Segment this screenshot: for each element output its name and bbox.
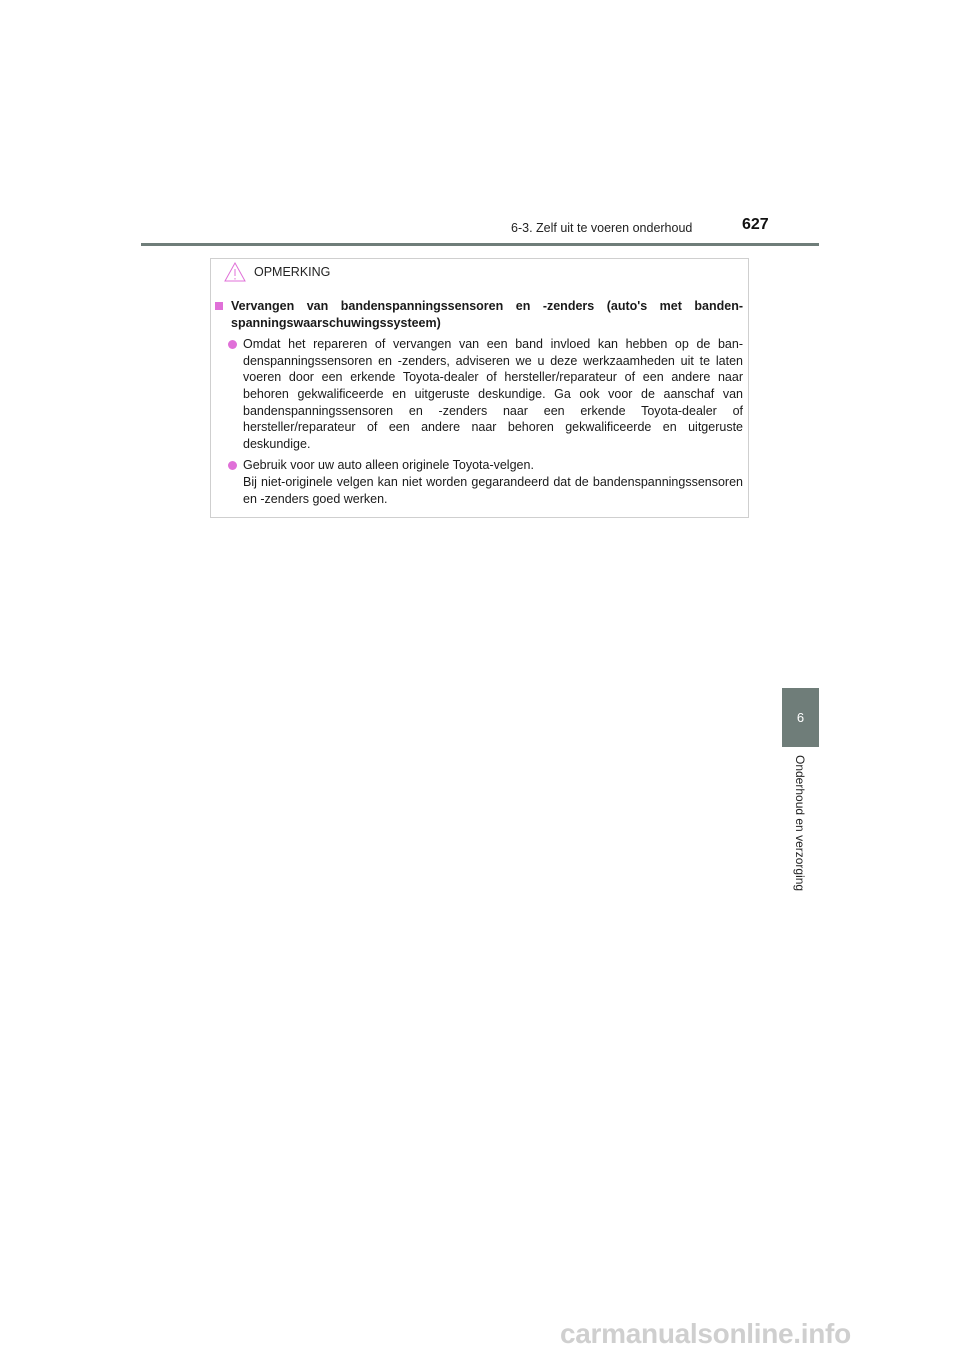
- list-item: [215, 457, 743, 507]
- round-bullet-icon: [228, 461, 237, 470]
- notice-content: [215, 298, 743, 507]
- list-item-body: [243, 457, 743, 507]
- section-heading: [215, 298, 743, 331]
- header-rule: [141, 243, 819, 246]
- chapter-title: Onderhoud en verzorging: [793, 755, 807, 892]
- section-heading-text: Vervangen van bandenspanningssensoren en -zenders (auto's met bandenspanningswaarschuwingssysteem): [231, 299, 743, 330]
- list-item-line: Gebruik voor uw auto alleen originele Toyota-velgen.: [243, 458, 534, 473]
- page-number: 627: [742, 216, 769, 233]
- running-header: 6-3. Zelf uit te voeren onderhoud: [511, 221, 693, 235]
- notice-header: [224, 258, 330, 286]
- notice-title: OPMERKING: [254, 265, 331, 279]
- chapter-number: 6: [796, 710, 805, 725]
- list-item: [215, 336, 743, 452]
- round-bullet-icon: [228, 340, 237, 349]
- list-item-text: Omdat het repareren of vervangen van een band invloed kan hebben op de bandenspanningssensoren en -zenders, adviseren we u deze werkzaamheden uit te laten voeren door een erkende Toyota-dealer of hersteller/reparateur of een andere naar behoren gekwalificeerde en uitgeruste deskundige. Ga ook voor de aanschaf van bandenspanningssensoren en -zenders naar een erkende Toyota-dealer of hersteller/reparateur of een andere naar behoren gekwalificeerde en uitgeruste deskundige.: [243, 337, 743, 451]
- warning-triangle-icon: [224, 262, 246, 282]
- square-bullet-icon: [215, 302, 223, 310]
- watermark: carmanualsonline.info: [560, 1318, 851, 1349]
- list-item-line: Bij niet-originele velgen kan niet worden gegarandeerd dat de bandenspanningssensoren en -zenders goed werken.: [243, 474, 743, 506]
- chapter-label-wrap: [782, 755, 819, 905]
- chapter-tab: [782, 688, 819, 747]
